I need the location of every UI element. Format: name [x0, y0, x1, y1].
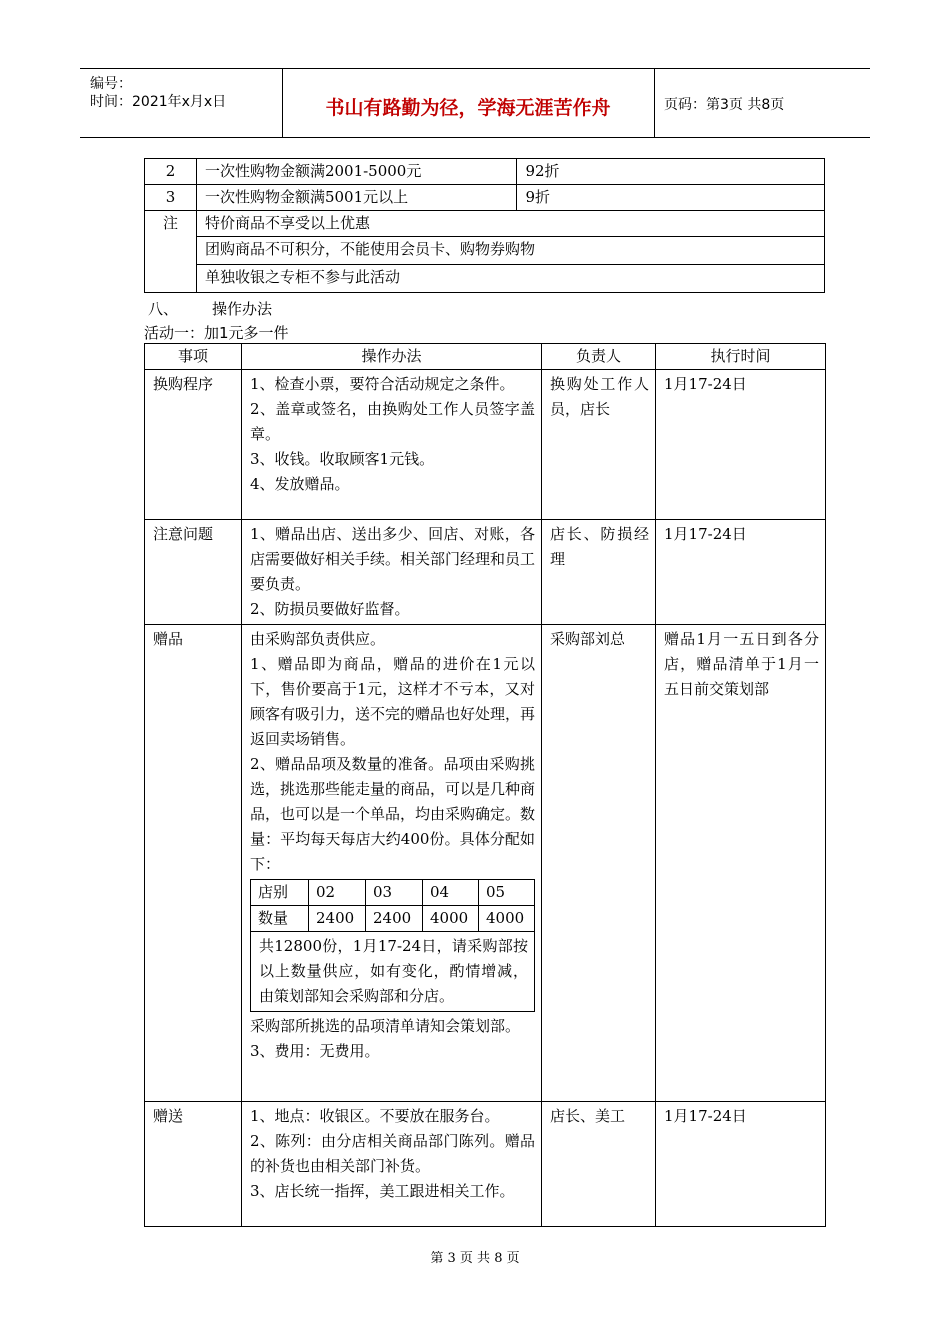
- step-text: 1、检查小票，要符合活动规定之条件。: [250, 375, 515, 393]
- step-text: 2、赠品品项及数量的准备。品项由采购挑选，挑选那些能走量的商品，可以是几种商品，也可以是一个单品，均由采购确定。数量：平均每天每店大约400份。具体分配如下：: [250, 755, 536, 873]
- header-page-cell: [654, 69, 870, 137]
- row-number: 3: [145, 185, 197, 211]
- column-header: 操作办法: [242, 344, 542, 370]
- item-cell: 赠品: [145, 625, 242, 1102]
- allocation-table: [250, 879, 535, 1012]
- section-number: 八、: [148, 300, 179, 318]
- allocation-note: 共12800份，1月17-24日，请采购部按以上数量供应，如有变化，酌情增减，由策划部知会采购部和分店。: [251, 932, 535, 1012]
- header-motto-cell: [282, 69, 655, 137]
- page-footer: 第 3 页 共 8 页: [430, 1251, 520, 1266]
- table-row: [145, 520, 826, 625]
- step-text: 1、地点：收银区。不要放在服务台。: [250, 1107, 500, 1125]
- note-item: 特价商品不享受以上优惠: [196, 211, 824, 237]
- discount-value: 9折: [517, 185, 825, 211]
- section-title: 操作办法: [212, 300, 273, 318]
- store-code: 04: [423, 880, 479, 906]
- table-row: [145, 370, 826, 520]
- table-row: [145, 185, 825, 211]
- table-row: [145, 1102, 826, 1227]
- activity-title: 活动一：加1元多一件: [144, 324, 289, 342]
- time-cell: 1月17-24日: [656, 520, 826, 625]
- step-text: 3、店长统一指挥，美工跟进相关工作。: [250, 1182, 515, 1200]
- store-code: 02: [309, 880, 366, 906]
- table-row: [145, 625, 826, 1102]
- step-text: 采购部所挑选的品项清单请知会策划部。: [250, 1017, 521, 1035]
- quantity-value: 2400: [309, 906, 366, 932]
- time-label: 时间：2021年x月x日: [90, 94, 227, 110]
- table-header-row: [145, 344, 826, 370]
- store-label: 店别: [251, 880, 309, 906]
- table-row: [251, 880, 535, 906]
- page-header: [80, 68, 870, 138]
- table-row: [145, 237, 825, 265]
- page-number-label: 页码：第3页 共8页: [664, 97, 785, 113]
- step-text: 由采购部负责供应。: [250, 630, 386, 648]
- step-text: 2、盖章或签名，由换购处工作人员签字盖章。: [250, 400, 535, 443]
- column-header: 执行时间: [656, 344, 826, 370]
- quantity-value: 2400: [366, 906, 423, 932]
- quantity-value: 4000: [479, 906, 535, 932]
- table-row: [251, 932, 535, 1012]
- step-text: 3、收钱。收取顾客1元钱。: [250, 450, 435, 468]
- item-cell: 赠送: [145, 1102, 242, 1227]
- store-code: 05: [479, 880, 535, 906]
- note-item: 团购商品不可积分，不能使用会员卡、购物券购物: [196, 237, 824, 265]
- step-text: 1、赠品出店、送出多少、回店、对账，各店需要做好相关手续。相关部门经理和员工要负责。: [250, 525, 536, 593]
- owner-cell: 店长、防损经理: [542, 520, 656, 625]
- owner-cell: 采购部刘总: [542, 625, 656, 1102]
- note-item: 单独收银之专柜不参与此活动: [196, 265, 824, 293]
- discount-value: 92折: [517, 159, 825, 185]
- discount-table: [144, 158, 825, 293]
- table-row: [145, 265, 825, 293]
- header-left-cell: [80, 69, 283, 137]
- column-header: 事项: [145, 344, 242, 370]
- store-code: 03: [366, 880, 423, 906]
- table-row: [251, 906, 535, 932]
- steps-cell: [242, 520, 542, 625]
- table-row: [145, 159, 825, 185]
- motto: 书山有路勤为径，学海无涯苦作舟: [325, 97, 611, 119]
- quantity-value: 4000: [423, 906, 479, 932]
- owner-cell: 换购处工作人员，店长: [542, 370, 656, 520]
- item-cell: 换购程序: [145, 370, 242, 520]
- step-text: 1、赠品即为商品，赠品的进价在1元以下，售价要高于1元，这样才不亏本，又对顾客有吸引力，送不完的赠品也好处理，再返回卖场销售。: [250, 655, 536, 748]
- owner-cell: 店长、美工: [542, 1102, 656, 1227]
- time-cell: 赠品1月一五日到各分店，赠品清单于1月一五日前交策划部: [656, 625, 826, 1102]
- row-number: 2: [145, 159, 197, 185]
- column-header: 负责人: [542, 344, 656, 370]
- steps-cell: [242, 370, 542, 520]
- discount-condition: 一次性购物金额满2001-5000元: [196, 159, 517, 185]
- time-cell: 1月17-24日: [656, 1102, 826, 1227]
- steps-cell: [242, 625, 542, 1102]
- item-cell: 注意问题: [145, 520, 242, 625]
- discount-condition: 一次性购物金额满5001元以上: [196, 185, 517, 211]
- step-text: 2、陈列：由分店相关商品部门陈列。赠品的补货也由相关部门补货。: [250, 1132, 535, 1175]
- note-label: 注: [145, 211, 197, 293]
- table-row: [145, 211, 825, 237]
- quantity-label: 数量: [251, 906, 309, 932]
- step-text: 2、防损员要做好监督。: [250, 600, 410, 618]
- step-text: 3、费用：无费用。: [250, 1042, 380, 1060]
- number-label: 编号：: [90, 76, 132, 92]
- operation-plan-table: [144, 343, 826, 1227]
- time-cell: 1月17-24日: [656, 370, 826, 520]
- steps-cell: [242, 1102, 542, 1227]
- step-text: 4、发放赠品。: [250, 475, 350, 493]
